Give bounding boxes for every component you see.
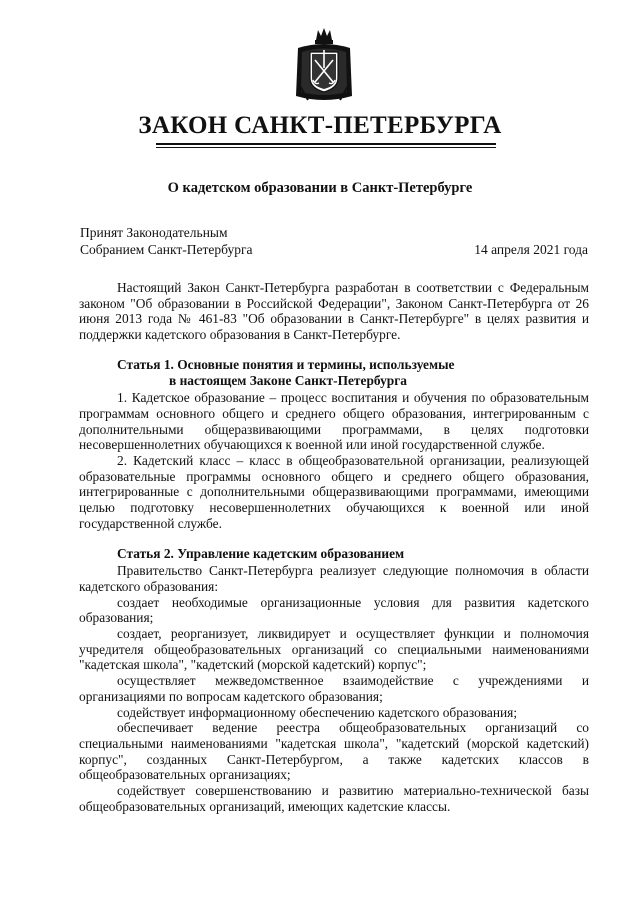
coat-of-arms-icon [294, 26, 354, 104]
law-body [79, 280, 589, 815]
adoption-date: 14 апреля 2021 года [474, 242, 588, 257]
article-2-item: обеспечивает ведение реестра общеобразовательных организаций со специальными наименованиями "кадетская школа", "кадетский (морской кадетский) корпус", созданных Санкт-Петербургом, а также кадетских классов в общеобразовательных организациях; [79, 720, 589, 783]
article-2-item: содействует совершенствованию и развитию материально-технической базы общеобразовательных организаций, имеющих кадетские классы. [79, 783, 589, 814]
law-title: ЗАКОН САНКТ-ПЕТЕРБУРГА [138, 112, 502, 139]
article-2-item: создает необходимые организационные условия для развития кадетского образования; [79, 594, 589, 626]
article-2-item: создает, реорганизует, ликвидирует и осуществляет функции и полномочия учредителя общеобразовательных организаций со специальными наименованиями "кадетская школа", "кадетский (морской кадетский) корпус"; [79, 626, 589, 673]
law-subtitle: О кадетском образовании в Санкт-Петербурге [167, 180, 473, 196]
title-underline [156, 143, 496, 145]
article-1-paragraph-1: 1. Кадетское образование – процесс воспитания и обучения по образовательным программам основного общего и среднего общего образования, интегрированным с дополнительными общеразвивающими программами, в целях подготовки несовершеннолетних обучающихся к военной или иной государственной службе. [79, 390, 589, 453]
article-1-heading-line-1: Статья 1. Основные понятия и термины, используемые [117, 356, 455, 372]
article-2-item: осуществляет межведомственное взаимодействие с учреждениями и организациями по вопросам кадетского образования; [79, 673, 589, 704]
article-1-paragraph-2: 2. Кадетский класс – класс в общеобразовательной организации, реализующей образовательные программы основного общего и среднего общего образования, интегрированные с дополнительными общеразвивающими программами, имеющими целью подготовку несовершеннолетних обучающихся к военной или иной государственной службе. [79, 453, 589, 531]
preamble-paragraph: Настоящий Закон Санкт-Петербурга разработан в соответствии с Федеральным законом "Об образовании в Российской Федерации", Законом Санкт-Петербурга от 26 июня 2013 года № 461-83 "Об образовании в Санкт-Петербурге" в целях развития и поддержки кадетского образования в Санкт-Петербурге. [79, 280, 589, 343]
article-1-heading-line-2: в настоящем Законе Санкт-Петербурга [169, 372, 408, 388]
adoption-line-1: Принят Законодательным [80, 225, 228, 240]
article-2-item: содействует информационному обеспечению кадетского образования; [117, 704, 518, 720]
article-2-heading: Статья 2. Управление кадетским образованием [117, 545, 405, 561]
article-1-heading [79, 357, 589, 388]
adoption-block [80, 224, 253, 258]
adoption-line-2: Собранием Санкт-Петербурга [80, 242, 253, 257]
article-2-intro: Правительство Санкт-Петербурга реализует следующие полномочия в области кадетского образования: [79, 563, 589, 594]
title-underline-thin [156, 147, 496, 148]
